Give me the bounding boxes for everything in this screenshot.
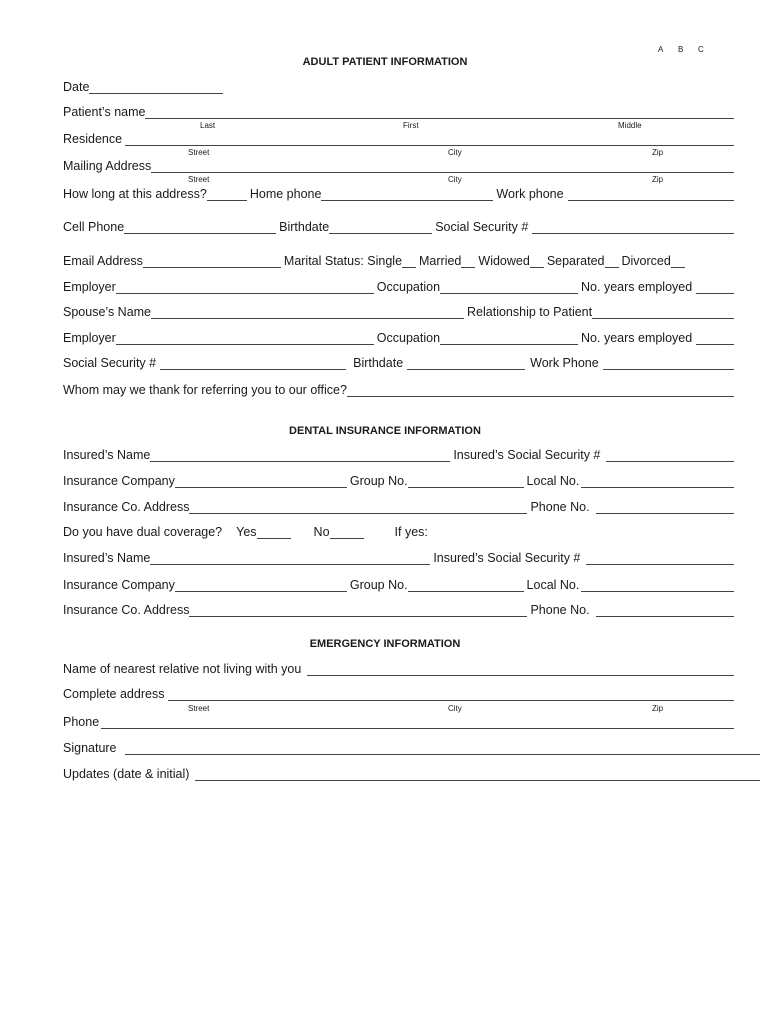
ins-phone-no-2-field[interactable] bbox=[596, 604, 734, 617]
row-spouse-ssn bbox=[63, 356, 737, 370]
row-email bbox=[63, 254, 737, 268]
signature-field[interactable] bbox=[125, 742, 760, 755]
home-phone-field[interactable] bbox=[321, 188, 493, 201]
employer-field[interactable] bbox=[116, 281, 374, 294]
label-yes: Yes bbox=[236, 525, 257, 539]
ssn-field[interactable] bbox=[532, 221, 734, 234]
years-employed-field[interactable] bbox=[696, 281, 734, 294]
insured-ssn-field[interactable] bbox=[606, 449, 734, 462]
label-birthdate: Birthdate bbox=[279, 220, 330, 234]
label-employer: Employer bbox=[63, 280, 116, 294]
spouse-years-employed-field[interactable] bbox=[696, 332, 734, 345]
row-dual-coverage bbox=[63, 525, 428, 539]
label-ssn: Social Security # bbox=[435, 220, 529, 234]
local-no-2-field[interactable] bbox=[581, 579, 734, 592]
row-referral bbox=[63, 383, 737, 397]
insured-name-2-field[interactable] bbox=[150, 552, 430, 565]
mailing-address-field[interactable] bbox=[151, 160, 734, 173]
label-years-employed: No. years employed bbox=[581, 280, 693, 294]
sublabel-street: Street bbox=[188, 148, 210, 157]
complete-address-field[interactable] bbox=[168, 688, 734, 701]
date-field[interactable] bbox=[89, 81, 223, 94]
updates-field[interactable] bbox=[195, 768, 760, 781]
single-field[interactable] bbox=[402, 255, 416, 268]
section-title-dental: DENTAL INSURANCE INFORMATION bbox=[289, 425, 481, 437]
label-group-no: Group No. bbox=[349, 474, 408, 488]
label-updates: Updates (date & initial) bbox=[63, 767, 190, 781]
label-insured-name: Insured’s Name bbox=[63, 448, 151, 462]
yes-field[interactable] bbox=[257, 526, 291, 539]
label-occupation: Occupation bbox=[376, 280, 441, 294]
sublabel-zip: Zip bbox=[652, 704, 664, 713]
spouse-work-phone-field[interactable] bbox=[603, 357, 734, 370]
row-phone bbox=[63, 715, 737, 729]
label-email: Email Address bbox=[63, 254, 143, 268]
label-signature: Signature bbox=[63, 741, 117, 755]
row-how-long bbox=[63, 187, 737, 201]
label-widowed: Widowed bbox=[478, 254, 530, 268]
label-insured-name: Insured’s Name bbox=[63, 551, 151, 565]
corner-letter-c: C bbox=[698, 45, 704, 54]
nearest-relative-field[interactable] bbox=[307, 663, 734, 676]
label-married: Married bbox=[419, 254, 462, 268]
sublabel-middle: Middle bbox=[618, 121, 642, 130]
label-ins-address: Insurance Co. Address bbox=[63, 603, 190, 617]
label-phone-no: Phone No. bbox=[530, 500, 590, 514]
row-nearest-relative bbox=[63, 662, 737, 676]
sublabel-street: Street bbox=[188, 175, 210, 184]
no-field[interactable] bbox=[330, 526, 364, 539]
label-work-phone: Work Phone bbox=[530, 356, 599, 370]
label-residence: Residence bbox=[63, 132, 123, 146]
row-spouse-name bbox=[63, 305, 737, 319]
row-mailing-address bbox=[63, 159, 737, 173]
label-separated: Separated bbox=[546, 254, 605, 268]
sublabel-street: Street bbox=[188, 704, 210, 713]
cell-phone-field[interactable] bbox=[124, 221, 276, 234]
spouse-birthdate-field[interactable] bbox=[407, 357, 525, 370]
label-ins-company: Insurance Company bbox=[63, 474, 175, 488]
spouse-ssn-field[interactable] bbox=[160, 357, 346, 370]
insured-ssn-2-field[interactable] bbox=[586, 552, 734, 565]
label-local-no: Local No. bbox=[526, 578, 580, 592]
section-title-adult: ADULT PATIENT INFORMATION bbox=[302, 56, 468, 68]
corner-letter-b: B bbox=[678, 45, 684, 54]
label-insured-ssn: Insured’s Social Security # bbox=[433, 551, 581, 565]
label-how-long: How long at this address? bbox=[63, 187, 207, 201]
row-updates bbox=[63, 767, 763, 781]
label-ins-company: Insurance Company bbox=[63, 578, 175, 592]
work-phone-field[interactable] bbox=[568, 188, 734, 201]
label-date: Date bbox=[63, 80, 90, 94]
sublabel-first: First bbox=[403, 121, 419, 130]
widowed-field[interactable] bbox=[530, 255, 544, 268]
corner-letters bbox=[658, 45, 718, 54]
sublabel-last: Last bbox=[200, 121, 216, 130]
label-referral: Whom may we thank for referring you to our office? bbox=[63, 383, 347, 397]
label-occupation: Occupation bbox=[376, 331, 441, 345]
label-phone-no: Phone No. bbox=[530, 603, 590, 617]
referral-field[interactable] bbox=[347, 384, 734, 397]
label-patient-name: Patient’s name bbox=[63, 105, 146, 119]
label-divorced: Divorced bbox=[621, 254, 671, 268]
row-complete-address bbox=[63, 687, 737, 701]
ins-company-field[interactable] bbox=[175, 475, 347, 488]
row-ins-address-2 bbox=[63, 603, 737, 617]
row-ins-company-2 bbox=[63, 578, 737, 592]
label-birthdate: Birthdate bbox=[353, 356, 404, 370]
email-field[interactable] bbox=[143, 255, 281, 268]
row-signature bbox=[63, 741, 763, 755]
relationship-field[interactable] bbox=[592, 306, 734, 319]
insured-name-field[interactable] bbox=[150, 449, 450, 462]
sublabel-zip: Zip bbox=[652, 148, 664, 157]
label-ins-address: Insurance Co. Address bbox=[63, 500, 190, 514]
row-spouse-employer bbox=[63, 331, 737, 345]
row-date bbox=[63, 80, 226, 94]
ins-address-2-field[interactable] bbox=[189, 604, 527, 617]
label-mailing-address: Mailing Address bbox=[63, 159, 152, 173]
how-long-field[interactable] bbox=[207, 188, 247, 201]
label-no: No bbox=[313, 525, 330, 539]
label-cell-phone: Cell Phone bbox=[63, 220, 125, 234]
label-complete-address: Complete address bbox=[63, 687, 165, 701]
spouse-occupation-field[interactable] bbox=[440, 332, 578, 345]
patient-name-field[interactable] bbox=[145, 106, 734, 119]
label-nearest-relative: Name of nearest relative not living with you bbox=[63, 662, 302, 676]
label-local-no: Local No. bbox=[526, 474, 580, 488]
married-field[interactable] bbox=[461, 255, 475, 268]
spouse-employer-field[interactable] bbox=[116, 332, 374, 345]
label-relationship: Relationship to Patient bbox=[467, 305, 593, 319]
ins-phone-no-field[interactable] bbox=[596, 501, 734, 514]
label-group-no: Group No. bbox=[349, 578, 408, 592]
label-phone: Phone bbox=[63, 715, 100, 729]
residence-field[interactable] bbox=[125, 133, 734, 146]
label-employer: Employer bbox=[63, 331, 116, 345]
sublabel-city: City bbox=[448, 148, 462, 157]
ins-address-field[interactable] bbox=[189, 501, 527, 514]
label-years-employed: No. years employed bbox=[581, 331, 693, 345]
sublabel-city: City bbox=[448, 175, 462, 184]
row-ins-company bbox=[63, 474, 737, 488]
row-ins-address bbox=[63, 500, 737, 514]
label-spouse-name: Spouse’s Name bbox=[63, 305, 152, 319]
label-if-yes: If yes: bbox=[394, 525, 428, 539]
ins-company-2-field[interactable] bbox=[175, 579, 347, 592]
label-insured-ssn: Insured’s Social Security # bbox=[453, 448, 601, 462]
row-residence bbox=[63, 132, 737, 146]
label-marital-status: Marital Status: Single bbox=[283, 254, 403, 268]
row-insured-name-2 bbox=[63, 551, 737, 565]
sublabel-city: City bbox=[448, 704, 462, 713]
section-title-emergency: EMERGENCY INFORMATION bbox=[309, 638, 461, 650]
row-patient-name bbox=[63, 105, 737, 119]
divorced-field[interactable] bbox=[671, 255, 685, 268]
label-dual-coverage: Do you have dual coverage? bbox=[63, 525, 223, 539]
birthdate-field[interactable] bbox=[329, 221, 432, 234]
row-insured-name bbox=[63, 448, 737, 462]
label-ssn: Social Security # bbox=[63, 356, 157, 370]
group-no-field[interactable] bbox=[408, 475, 524, 488]
label-work-phone: Work phone bbox=[496, 187, 564, 201]
emergency-phone-field[interactable] bbox=[101, 716, 734, 729]
corner-letter-a: A bbox=[658, 45, 664, 54]
local-no-field[interactable] bbox=[581, 475, 734, 488]
group-no-2-field[interactable] bbox=[408, 579, 524, 592]
sublabel-zip: Zip bbox=[652, 175, 664, 184]
separated-field[interactable] bbox=[605, 255, 619, 268]
occupation-field[interactable] bbox=[440, 281, 578, 294]
row-cell-phone bbox=[63, 220, 737, 234]
row-employer bbox=[63, 280, 737, 294]
label-home-phone: Home phone bbox=[249, 187, 322, 201]
spouse-name-field[interactable] bbox=[151, 306, 464, 319]
